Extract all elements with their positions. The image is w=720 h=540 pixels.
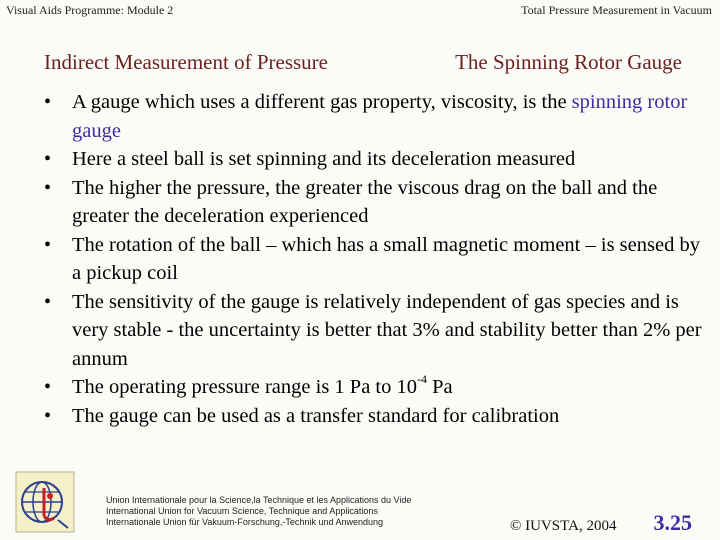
bullet-text: The gauge can be used as a transfer standard for calibration: [72, 404, 560, 427]
bullet-text: The rotation of the ball – which has a small magnetic moment – is sensed by a pickup coil: [72, 233, 700, 284]
header-topic-label: Total Pressure Measurement in Vacuum: [521, 3, 712, 17]
header-module-label: Visual Aids Programme: Module 2: [6, 3, 174, 17]
bullet-item: [42, 231, 702, 288]
organisation-name-en: International Union for Vacuum Science, Technique and Applications: [106, 506, 378, 516]
bullet-list: [42, 88, 702, 430]
iuvsta-logo-icon: [14, 470, 76, 534]
bullet-text-unit: Pa: [427, 376, 453, 398]
subheading-left: Indirect Measurement of Pressure: [44, 50, 328, 74]
bullet-item: [42, 145, 702, 174]
slide-title: The Spinning Rotor Gauge: [455, 50, 682, 74]
bullet-item: [42, 288, 702, 374]
organisation-name-de: Internationale Union für Vakuum-Forschung,-Technik und Anwendung: [106, 517, 384, 527]
bullet-item: [42, 88, 702, 145]
bullet-item: [42, 373, 702, 402]
copyright-notice: © IUVSTA, 2004: [510, 518, 617, 534]
bullet-item: [42, 402, 702, 431]
slide-number: 3.25: [653, 510, 692, 535]
organisation-names: [106, 495, 411, 528]
highlighted-term: spinning rotor gauge: [72, 91, 688, 142]
bullet-text: The operating pressure range is 1 Pa to 10: [72, 376, 417, 398]
bullet-text: A gauge which uses a different gas property, viscosity, is the: [72, 91, 572, 113]
bullet-text: The sensitivity of the gauge is relatively independent of gas species and is very stable - the uncertainty is better that 3% and stability better than 2% per annum: [72, 290, 702, 370]
organisation-name-fr: Union Internationale pour la Science,la Technique et les Applications du Vide: [106, 495, 412, 505]
bullet-item: [42, 174, 702, 231]
exponent: -4: [417, 372, 427, 387]
bullet-text: The higher the pressure, the greater the viscous drag on the ball and the greater the deceleration experienced: [72, 176, 658, 227]
bullet-text: Here a steel ball is set spinning and its deceleration measured: [72, 148, 576, 170]
